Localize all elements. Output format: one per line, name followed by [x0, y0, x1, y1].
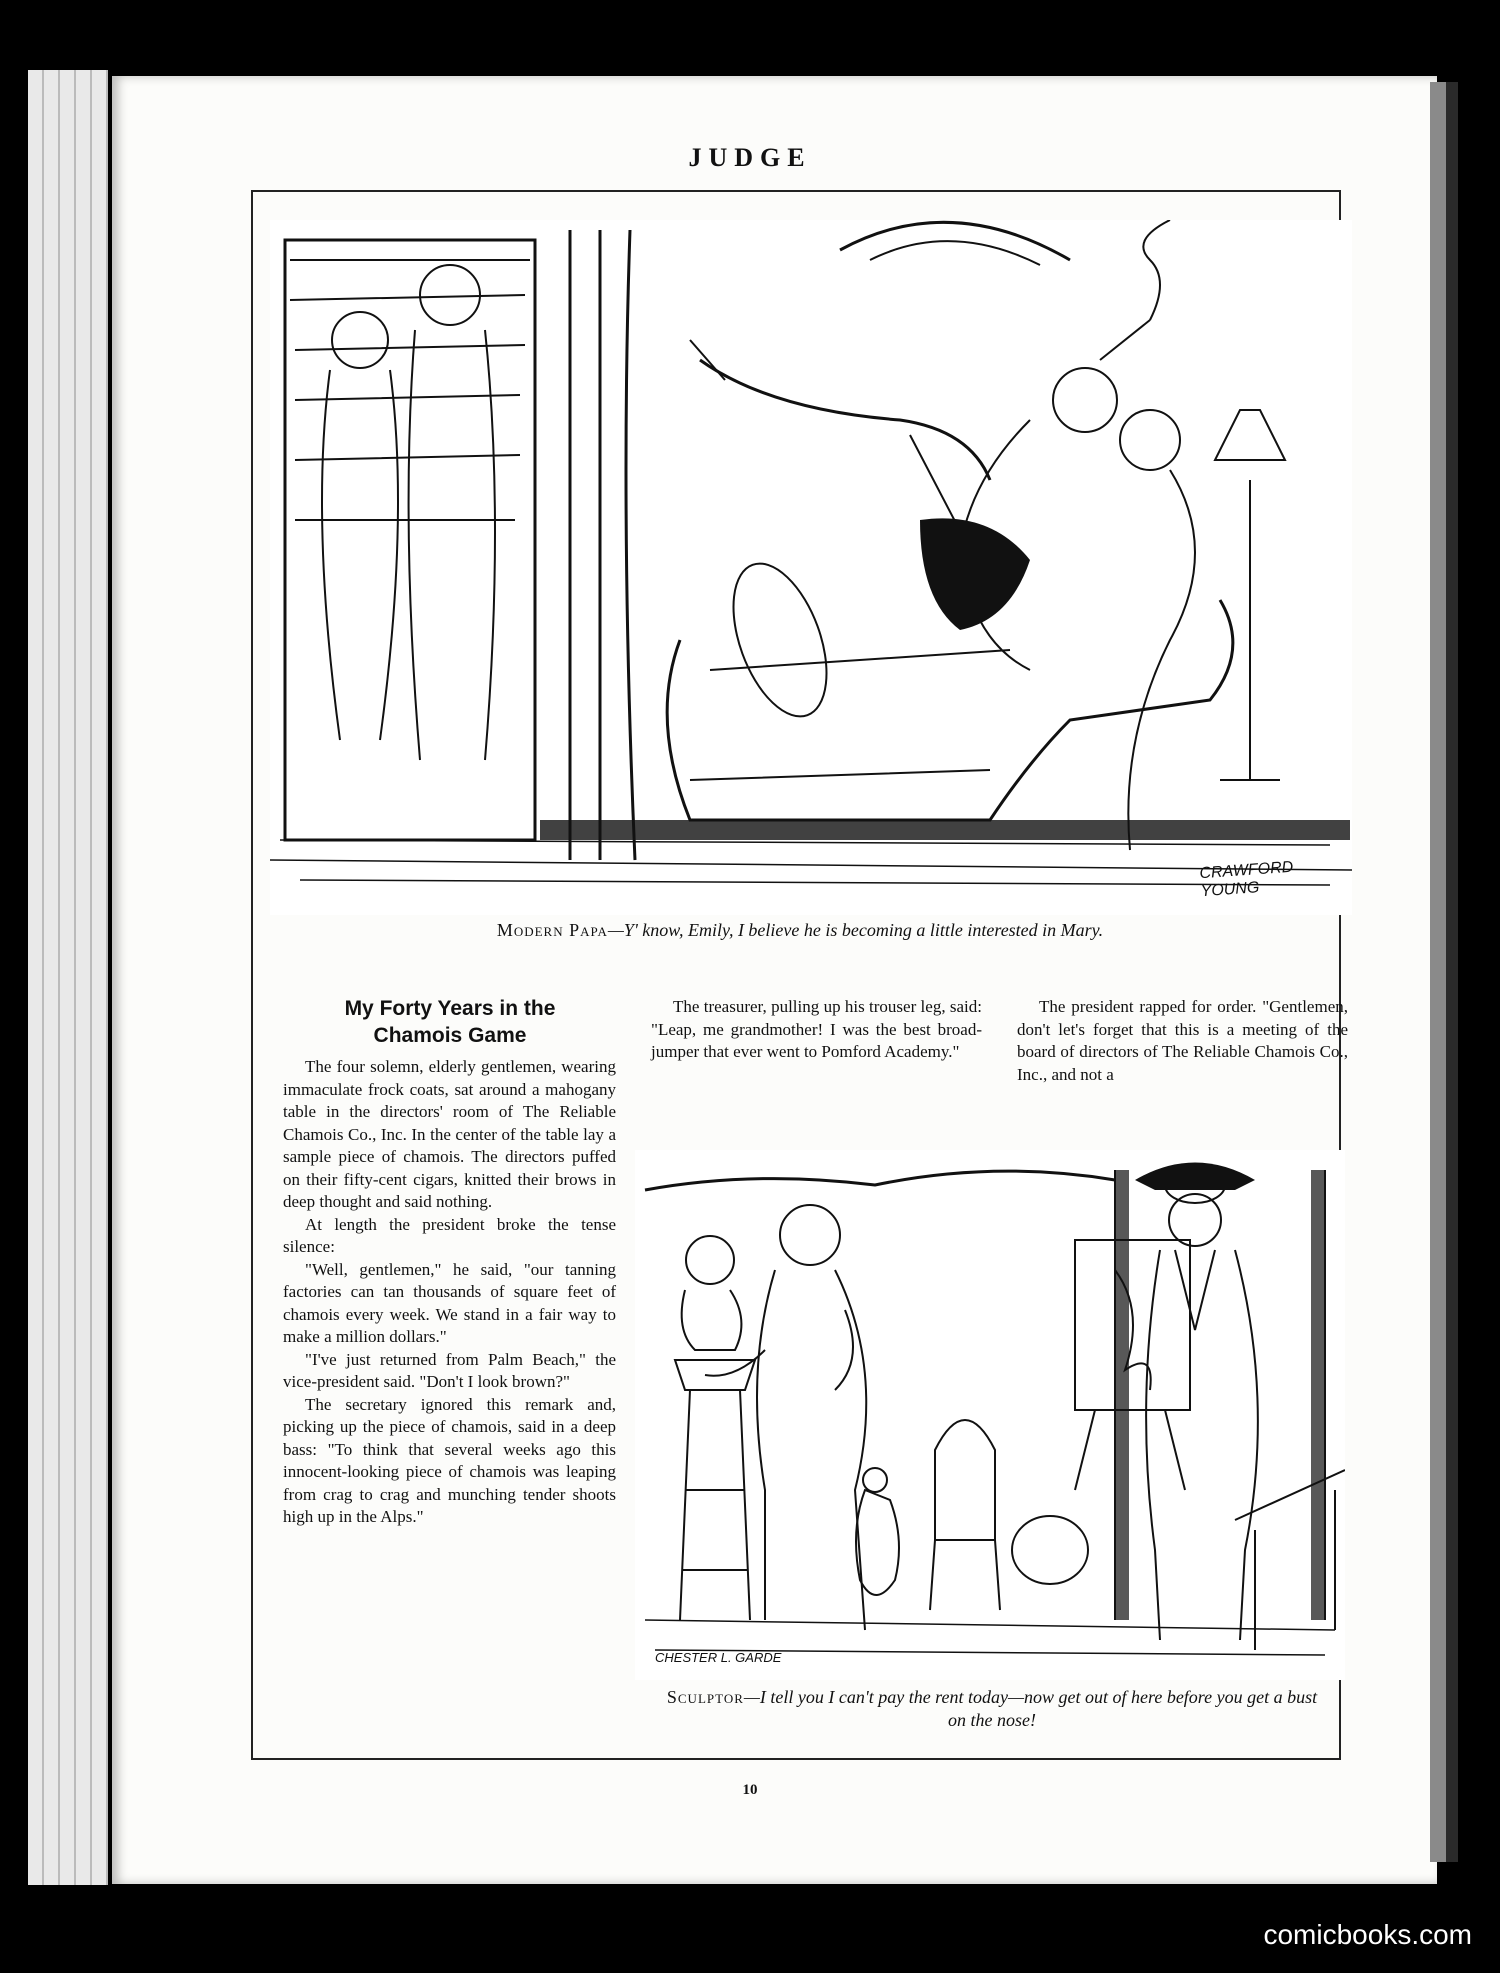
article-paragraph: The four solemn, elderly gentlemen, wearing immaculate frock coats, sat around a mahogany table in the directors' room of The Reliable Chamois Co., Inc. In the center of the table lay a sample piece of chamois. The directors puffed on their fifty-cent cigars, knitted their brows in deep thought and said nothing. [283, 1057, 616, 1211]
bottom-cartoon-signature: CHESTER L. GARDE [655, 1650, 782, 1665]
page-edge [28, 70, 44, 1885]
top-cartoon-illustration [270, 220, 1352, 915]
article-paragraph: The president rapped for order. "Gentlemen, don't let's forget that this is a meeting of the board of directors of The Reliable Chamois Co., Inc., and not a [1017, 997, 1348, 1084]
article-paragraph: "Well, gentlemen," he said, "our tanning factories can tan thousands of square feet of chamois every week. We stand in a fair way to make a million dollars." [283, 1259, 616, 1346]
top-cartoon-drawing [270, 220, 1352, 915]
article-column-3 [1017, 996, 1348, 1086]
book-spine-shadow [1446, 82, 1458, 1862]
article-paragraph: The secretary ignored this remark and, picking up the piece of chamois, said in a deep bass: "To think that several weeks ago this innocent-looking piece of chamois was leaping from crag to crag and munching tender shoots high up in the Alps." [283, 1394, 616, 1526]
page-edge [60, 70, 76, 1885]
top-cartoon-caption [270, 920, 1330, 941]
article-title: My Forty Years in the Chamois Game [344, 997, 556, 1047]
page-edge [92, 70, 108, 1885]
watermark: comicbooks.com [1263, 1919, 1472, 1950]
page-edge [44, 70, 60, 1885]
bottom-cartoon-illustration [635, 1150, 1345, 1680]
page-number: 10 [742, 1782, 758, 1798]
article-paragraph: "I've just returned from Palm Beach," the vice-president said. "Don't I look brown?" [283, 1349, 616, 1391]
article-paragraph: At length the president broke the tense silence: [283, 1214, 616, 1256]
article-paragraph: The treasurer, pulling up his trouser leg, said: "Leap, me grandmother! I was the best broad-jumper that ever went to Pomford Academy." [651, 997, 982, 1061]
bottom-cartoon-caption [662, 1686, 1322, 1732]
page-edge [76, 70, 92, 1885]
bottom-cartoon-drawing [635, 1150, 1345, 1680]
article-column-1 [283, 1056, 616, 1529]
article-column-2 [651, 996, 982, 1064]
masthead: JUDGE [688, 143, 812, 172]
caption-text: —Y' know, Emily, I believe he is becoming a little interested in Mary. [607, 920, 1104, 940]
caption-speaker: Sculptor [666, 1687, 744, 1707]
caption-text: —I tell you I can't pay the rent today—now get out of here before you get a bust on the nose! [743, 1687, 1318, 1730]
caption-speaker: Modern Papa [496, 920, 608, 940]
top-cartoon-signature: CRAWFORD YOUNG [1198, 858, 1294, 901]
